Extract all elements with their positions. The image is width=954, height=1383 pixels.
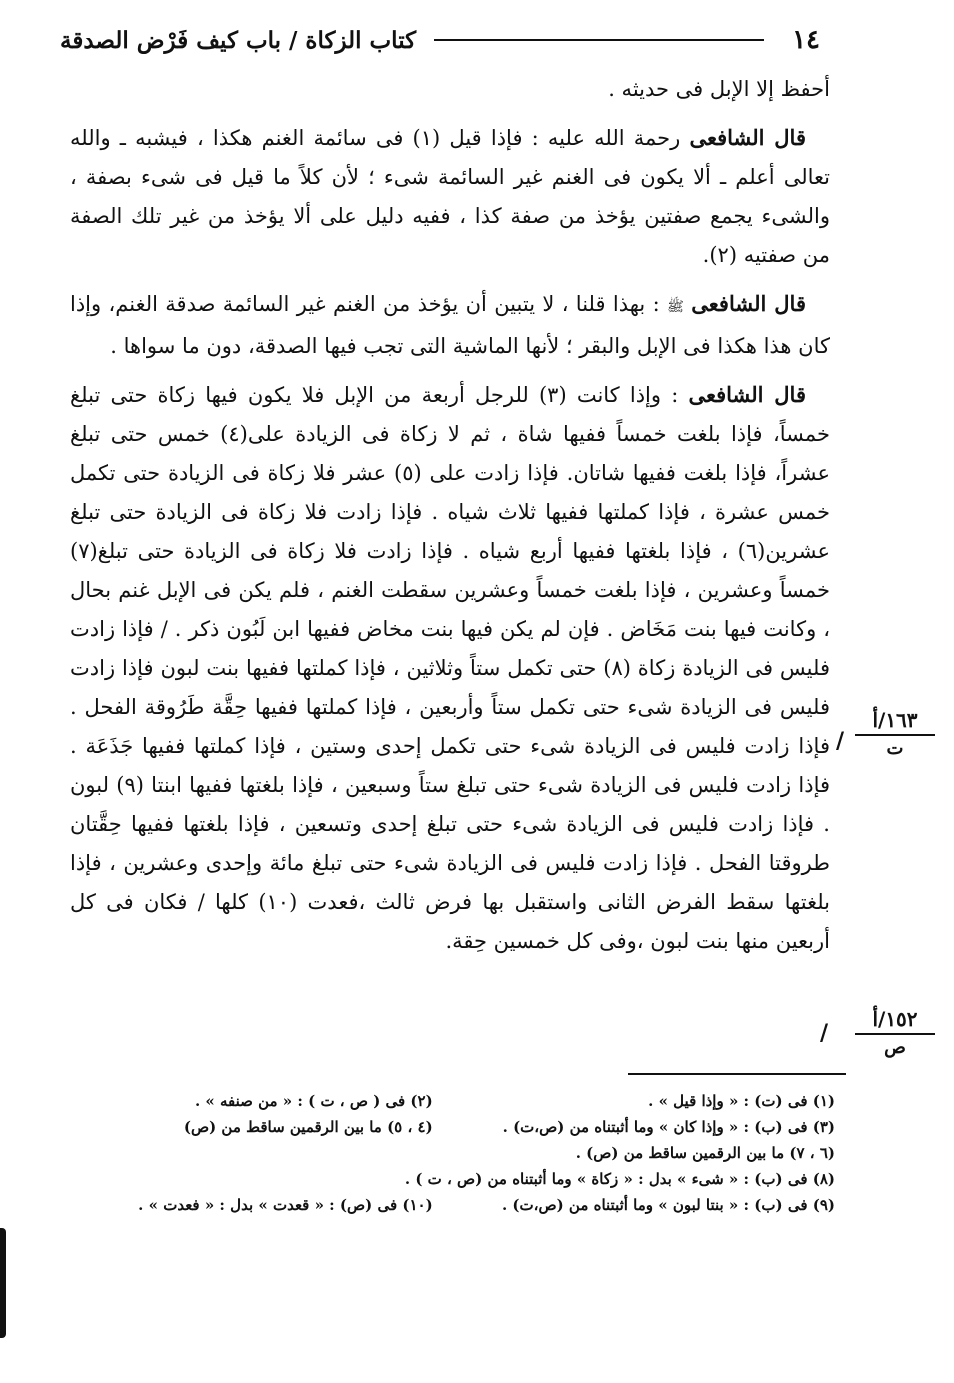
folio-break-mark: / (836, 728, 845, 754)
paragraph-1 (70, 70, 830, 109)
honorific-glyph: ﷺ (667, 299, 684, 315)
paragraph-text: أحفظ إلا الإبل فى حديثه . (608, 77, 830, 101)
footnote-row (90, 1088, 835, 1114)
footnote: (٤ ، ٥) ما بين الرقمين ساقط من (ص) (183, 1118, 433, 1136)
footnote-row (90, 1114, 835, 1140)
speaker-label: قال الشافعى (691, 291, 806, 316)
paragraph-3 (70, 284, 830, 366)
footnote: (٣) فى (ب) : « وإذا كان » وما أثبتناه من (ص،ت) . (502, 1118, 835, 1136)
main-text (70, 70, 830, 970)
speaker-label: قال الشافعى (689, 125, 806, 150)
paragraph-2 (70, 118, 830, 275)
margin-folio-ref (855, 708, 935, 759)
paragraph-text: : وإذا كانت (٣) للرجل أربعة من الإبل فلا يكون فيها زكاة حتى تبلغ خمساً، فإذا بلغت خمساً ففيها شاة ، ثم لا زكاة فى الزيادة على(٤) خمس حتى تبلغ عشراً، فإذا بلغت ففيها شاتان. فإذا زادت على (٥) عشر فلا زكاة فى الزيادة حتى تكمل خمس عشرة ، فإذا كملتها ففيها ثلاث شياه . فإذا زادت فلا زكاة فى الزيادة حتى تبلغ عشرين(٦) ، فإذا بلغتها ففيها أربع شياه . فإذا زادت فلا زكاة فى الزيادة حتى تبلغ(٧) خمساً وعشرين ، فإذا بلغت خمساً وعشرين سقطت الغنم ، فلم يكن فى الإبل غنم بحال ، وكانت فيها بنت مَخَاض . فإن لم يكن فيها بنت مخاض ففيها ابن لَبُون ذكر . / فإذا زادت فليس فى الزيادة زكاة (٨) حتى تكمل ستاً وثلاثين ، فإذا كملتها ففيها بنت لبون فإذا زادت فليس فى الزيادة شىء حتى تكمل ستاً وأربعين ، فإذا كملتها ففيها حِقَّة طَرُوقة الفحل . فإذا زادت فليس فى الزيادة شىء حتى تكمل إحدى وستين ، فإذا كملتها ففيها جَذَعَة . فإذا زادت فليس فى الزيادة شىء حتى تبلغ ستاً وسبعين ، فإذا بلغتها ففيها ابنتا (٩) لبون . فإذا زادت فليس فى الزيادة شىء حتى تبلغ إحدى وتسعين ، فإذا بلغتها ففيها حِقَّتان طروقتا الفحل . فإذا زادت فليس فى الزيادة شىء حتى تبلغ مائة وإحدى وعشرين ، فإذا بلغتها سقط الفرض الثانى واستقبل بها فرض ثالث ،فعدت (١٠) كلها / فكان فى كل أربعين منها بنت لبون ،وفى كل خمسين حِقة. (70, 383, 831, 953)
footnotes (90, 1088, 835, 1218)
folio-number: ١٥٢/أ (855, 1007, 935, 1035)
manuscript-siglum: ص (884, 1037, 906, 1058)
footnote-row (90, 1140, 835, 1166)
page-header (60, 18, 820, 62)
footnote-separator (628, 1073, 846, 1075)
paragraph-text: : بهذا قلنا ، لا يتبين أن يؤخذ من الغنم غير السائمة صدقة الغنم، وإذا كان هذا هكذا فى الإبل والبقر ؛ لأنها الماشية التى تجب فيها الصدقة، دون ما سواها . (70, 292, 830, 358)
footnote-row (90, 1192, 835, 1218)
header-rule (434, 39, 764, 41)
speaker-label: قال الشافعى (688, 382, 806, 407)
footnote: (٨) فى (ب) : « شىء » بدل : « زكاة » وما أثبتناه من (ص ، ت ) . (404, 1170, 835, 1188)
folio-number: ١٦٣/أ (855, 708, 935, 736)
footnote: (٢) فى ( ص ، ت ) : « من صنفه » . (194, 1092, 433, 1110)
binding-edge-shadow (0, 1228, 6, 1338)
footnote: (١٠) فى (ص) : « قعدت » بدل : « فعدت » . (138, 1196, 433, 1214)
footnote: (٩) فى (ب) : « بنتا لبون » وما أثبتناه من (ص،ت) . (501, 1196, 835, 1214)
footnote: (٦ ، ٧) ما بين الرقمين ساقط من (ص) . (575, 1144, 835, 1162)
folio-break-mark: / (820, 1020, 829, 1046)
page-number: ١٤ (792, 25, 820, 55)
running-title: كتاب الزكاة / باب كيف فَرْض الصدقة (60, 26, 417, 54)
paragraph-text: رحمة الله عليه : فإذا قيل (١) فى سائمة الغنم هكذا ، فيشبه ـ والله تعالى أعلم ـ ألا يكون فى الغنم غير السائمة شىء ؛ لأن كلاً ما قيل فى شىء بصفة ، والشىء يجمع صفتين يؤخذ من صفة كذا ، ففيه دليل على ألا يؤخذ من غير تلك الصفة من صفتيه (٢). (70, 126, 830, 267)
footnote: (١) فى (ت) : « وإذا قيل » . (648, 1092, 835, 1110)
margin-folio-ref (855, 1007, 935, 1058)
paragraph-4 (70, 375, 830, 961)
footnote-row (90, 1166, 835, 1192)
manuscript-siglum: ت (886, 738, 904, 759)
